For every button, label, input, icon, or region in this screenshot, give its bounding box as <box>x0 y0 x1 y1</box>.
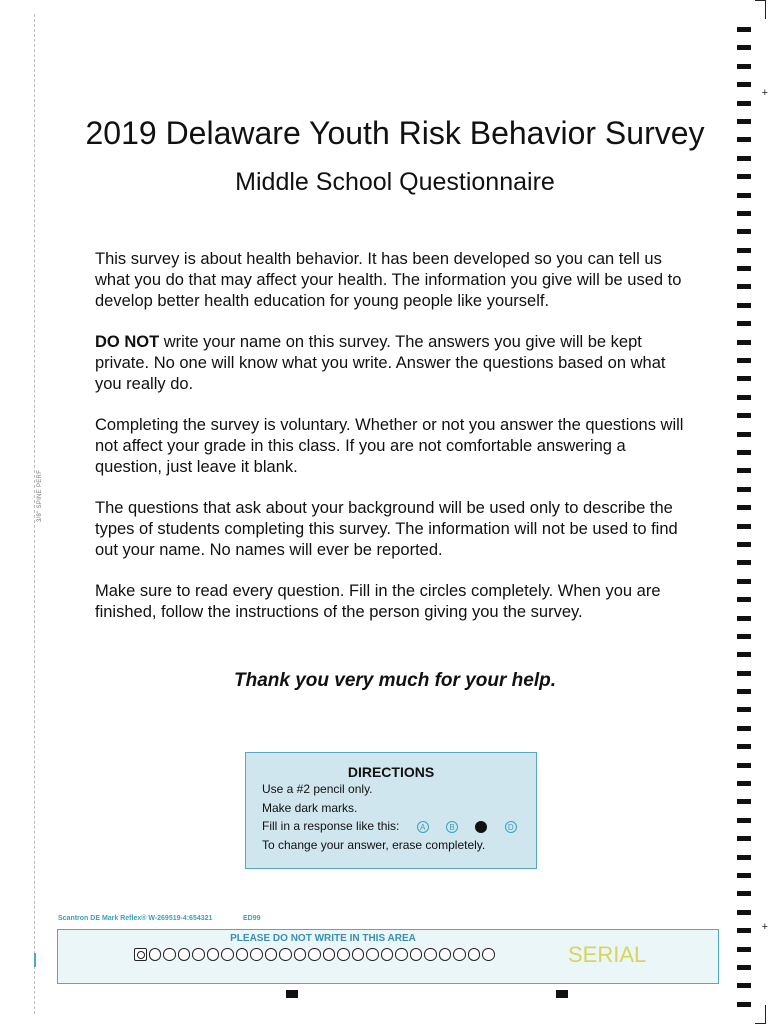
bottom-right-corner-mark <box>755 1005 766 1024</box>
timing-mark <box>737 487 751 492</box>
timing-mark <box>737 229 751 234</box>
timing-mark <box>737 910 751 915</box>
example-bubble-b-icon: B <box>446 821 458 833</box>
timing-mark <box>737 524 751 529</box>
timing-mark <box>737 266 751 271</box>
timing-mark <box>737 818 751 823</box>
timing-mark <box>737 799 751 804</box>
serial-bubble-icon <box>381 948 394 961</box>
serial-bubble-row <box>134 948 495 961</box>
serial-bubble-icon <box>163 948 176 961</box>
do-not-write-area <box>57 929 719 984</box>
timing-mark <box>737 101 751 106</box>
serial-bubble-icon <box>279 948 292 961</box>
survey-title: 2019 Delaware Youth Risk Behavior Survey <box>85 115 705 151</box>
intro-text <box>95 249 695 643</box>
timing-mark <box>737 560 751 565</box>
directions-line-erase: To change your answer, erase completely. <box>262 837 486 852</box>
timing-mark <box>737 321 751 326</box>
intro-paragraph-5: Make sure to read every question. Fill in the circles completely. When you are finished, follow the instructions of the person giving you the survey. <box>95 582 661 621</box>
bottom-timing-mark <box>286 990 298 998</box>
timing-mark <box>737 156 751 161</box>
timing-mark <box>737 726 751 731</box>
timing-mark <box>737 928 751 933</box>
example-bubble-filled-icon <box>475 821 487 833</box>
timing-mark <box>737 27 751 32</box>
directions-title: DIRECTIONS <box>347 764 435 780</box>
intro-paragraph-1: This survey is about health behavior. It has been developed so you can tell us what you do that may affect your health. The information you give will be used to develop better health education for young people like yourself. <box>95 250 682 310</box>
intro-paragraph-3: Completing the survey is voluntary. Whether or not you answer the questions will not affect your grade in this class. If you are not comfortable answering a question, just leave it blank. <box>95 416 684 476</box>
directions-line-fill-example <box>262 817 536 836</box>
intro-paragraph-2 <box>95 332 695 395</box>
serial-bubble-icon <box>178 948 191 961</box>
serial-label: SERIAL <box>568 942 647 967</box>
directions-box <box>245 752 537 869</box>
timing-mark <box>737 376 751 381</box>
survey-subtitle: Middle School Questionnaire <box>235 168 555 196</box>
spine-perf-label: 3/8" SPINE PERF <box>37 469 44 523</box>
timing-mark <box>737 45 751 50</box>
example-bubble-a-icon: A <box>417 821 429 833</box>
timing-mark <box>737 707 751 712</box>
timing-mark <box>737 432 751 437</box>
timing-mark <box>737 873 751 878</box>
timing-mark <box>737 616 751 621</box>
timing-mark <box>737 358 751 363</box>
serial-bubble-icon <box>207 948 220 961</box>
intro-paragraph-4: The questions that ask about your background will be used only to describe the types of students completing this survey. The information will not be used to find out your name. No names will ever be reported. <box>95 499 678 559</box>
timing-mark <box>737 413 751 418</box>
timing-mark <box>737 248 751 253</box>
serial-bubble-icon <box>192 948 205 961</box>
example-bubble-d-icon: D <box>505 821 517 833</box>
serial-bubble-icon <box>337 948 350 961</box>
timing-mark <box>737 891 751 896</box>
timing-mark <box>737 983 751 988</box>
serial-bubble-icon <box>439 948 452 961</box>
timing-mark <box>737 542 751 547</box>
serial-bubble-icon <box>424 948 437 961</box>
timing-mark <box>737 634 751 639</box>
serial-bubble-icon <box>308 948 321 961</box>
serial-bubble-icon <box>395 948 408 961</box>
timing-mark <box>737 781 751 786</box>
timing-mark <box>737 836 751 841</box>
serial-bubble-icon <box>410 948 423 961</box>
bottom-timing-mark <box>556 990 568 998</box>
timing-mark <box>737 744 751 749</box>
timing-mark <box>737 965 751 970</box>
serial-bubble-icon <box>236 948 249 961</box>
timing-mark <box>737 82 751 87</box>
serial-bubble-icon <box>149 948 162 961</box>
timing-mark <box>737 947 751 952</box>
directions-line-pencil: Use a #2 pencil only. <box>262 782 373 796</box>
spine-perforation-line <box>34 14 35 1014</box>
serial-bubble-icon <box>453 948 466 961</box>
serial-bubble-icon <box>366 948 379 961</box>
serial-bubble-icon <box>323 948 336 961</box>
serial-bubble-icon <box>134 948 147 961</box>
top-right-corner-mark <box>755 0 766 19</box>
form-code: ED99 <box>243 915 261 922</box>
timing-mark <box>737 303 751 308</box>
intro-paragraph-2-rest: write your name on this survey. The answers you give will be kept private. No one will know what you write. Answer the questions based on what you really do. <box>95 333 666 393</box>
directions-line-dark-marks: Make dark marks. <box>262 800 358 815</box>
timing-mark <box>737 395 751 400</box>
timing-mark <box>737 340 751 345</box>
serial-bubble-icon <box>221 948 234 961</box>
serial-bubble-icon <box>250 948 263 961</box>
do-not-write-label: PLEASE DO NOT WRITE IN THIS AREA <box>230 933 416 944</box>
registration-cross-icon: + <box>761 87 768 99</box>
serial-bubble-icon <box>468 948 481 961</box>
thank-you-message: Thank you very much for your help. <box>233 670 556 691</box>
timing-mark <box>737 450 751 455</box>
timing-mark <box>737 579 751 584</box>
timing-mark <box>737 468 751 473</box>
scantron-form-note: Scantron DE Mark Reflex® W-269519-4:654321 <box>58 915 213 922</box>
serial-bubble-icon <box>482 948 495 961</box>
serial-bubble-icon <box>352 948 365 961</box>
timing-mark <box>737 763 751 768</box>
timing-mark <box>737 64 751 69</box>
serial-bubble-icon <box>294 948 307 961</box>
fill-example-label: Fill in a response like this: <box>262 819 400 833</box>
timing-mark <box>737 652 751 657</box>
left-edge-tick <box>34 953 36 967</box>
timing-mark <box>737 855 751 860</box>
timing-mark <box>737 505 751 510</box>
serial-bubble-icon <box>265 948 278 961</box>
do-not-emphasis: DO NOT <box>95 333 160 351</box>
timing-mark <box>737 1002 751 1007</box>
timing-mark <box>737 211 751 216</box>
timing-mark <box>737 597 751 602</box>
timing-mark <box>737 284 751 289</box>
registration-cross-icon: + <box>761 921 768 933</box>
